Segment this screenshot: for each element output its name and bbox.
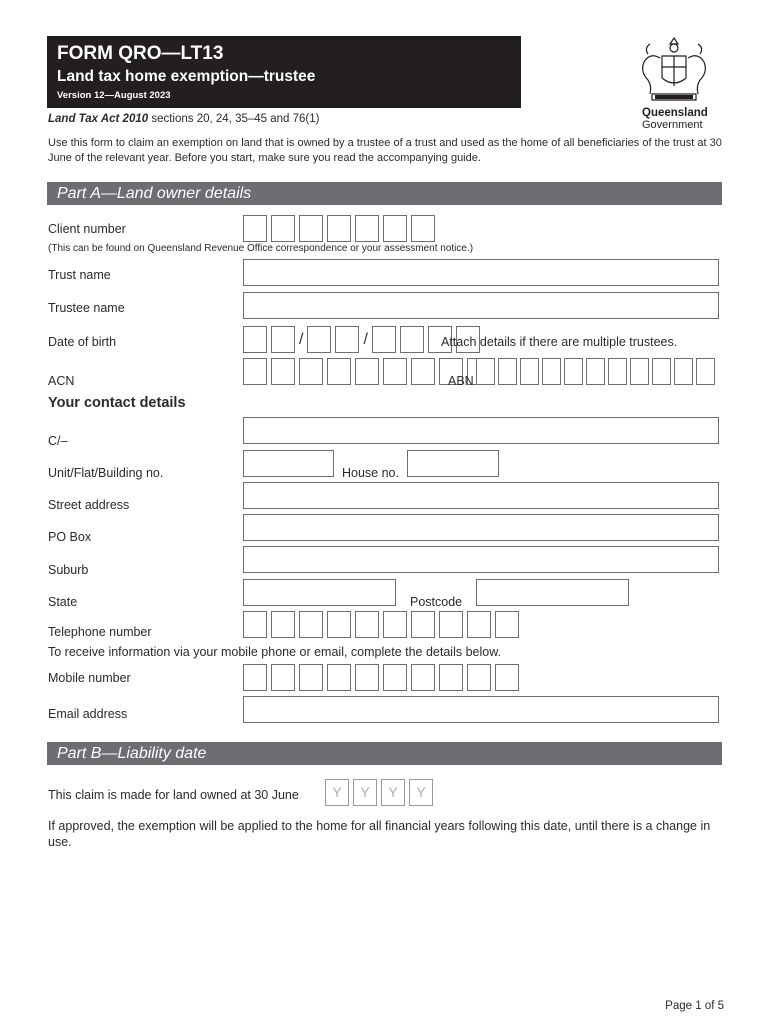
day-cell[interactable] [271,326,295,353]
digit-cell[interactable] [586,358,605,385]
state-label: State [48,595,78,609]
queensland-coat-of-arms-icon [634,34,714,104]
digit-cell[interactable] [299,664,323,691]
digit-cell[interactable] [411,215,435,242]
form-code: FORM QRO—LT13 [57,43,224,64]
suburb-field[interactable] [243,546,719,573]
digit-cell[interactable] [327,664,351,691]
contact-note: To receive information via your mobile phone or email, complete the details below. [48,645,502,659]
month-cell[interactable] [307,326,331,353]
digit-cell[interactable] [243,611,267,638]
mobile-number-input[interactable] [243,664,519,691]
abn-label: ABN [448,374,474,388]
approval-note: If approved, the exemption will be applied to the home for all financial years following this date, until there is a change in use. [48,819,711,849]
digit-cell[interactable] [271,215,295,242]
logo-line-1: Queensland [642,107,708,119]
postcode-label: Postcode [410,595,463,609]
digit-cell[interactable] [608,358,627,385]
suburb-label: Suburb [48,563,89,577]
intro-text: Use this form to claim an exemption on land that is owned by a trustee of a trust and used as the home of all beneficiaries of the trust at 30 June of the relevant year. Before you start, make sure you read the accompanying guide. [48,137,722,164]
digit-cell[interactable] [467,611,491,638]
digit-cell[interactable] [327,358,351,385]
year-cell[interactable]: Y [381,779,405,806]
acn-label: ACN [48,374,75,388]
street-address-label: Street address [48,498,130,512]
digit-cell[interactable] [520,358,539,385]
digit-cell[interactable] [383,358,407,385]
contact-details-heading: Your contact details [48,395,186,411]
digit-cell[interactable] [299,358,323,385]
digit-cell[interactable] [467,664,491,691]
year-cell[interactable]: Y [353,779,377,806]
unit-field[interactable] [243,450,334,477]
form-version: Version 12—August 2023 [57,90,171,101]
digit-cell[interactable] [630,358,649,385]
telephone-label: Telephone number [48,625,152,639]
claim-date-label: This claim is made for land owned at 30 June [48,788,299,802]
email-address-field[interactable] [243,696,719,723]
abn-input[interactable] [476,358,715,385]
state-field[interactable] [243,579,396,606]
digit-cell[interactable] [299,215,323,242]
digit-cell[interactable] [495,664,519,691]
digit-cell[interactable] [355,358,379,385]
digit-cell[interactable] [495,611,519,638]
date-of-birth-label: Date of birth [48,335,117,349]
trust-name-label: Trust name [48,268,111,282]
date-separator: / [363,330,368,348]
digit-cell[interactable] [383,215,407,242]
digit-cell[interactable] [411,611,435,638]
trustee-name-field[interactable] [243,292,719,319]
digit-cell[interactable] [383,664,407,691]
care-of-label: C/– [48,434,68,448]
po-box-field[interactable] [243,514,719,541]
client-number-input[interactable] [243,215,435,242]
form-title-box [47,36,521,108]
digit-cell[interactable] [271,358,295,385]
house-number-field[interactable] [407,450,499,477]
unit-label: Unit/Flat/Building no. [48,466,164,480]
digit-cell[interactable] [439,611,463,638]
year-cell[interactable]: Y [325,779,349,806]
claim-year-input[interactable] [325,779,433,806]
digit-cell[interactable] [327,611,351,638]
logo-line-2: Government [642,119,703,131]
part-a-heading: Part A—Land owner details [47,182,722,205]
digit-cell[interactable] [542,358,561,385]
digit-cell[interactable] [411,358,435,385]
digit-cell[interactable] [696,358,715,385]
po-box-label: PO Box [48,530,92,544]
care-of-field[interactable] [243,417,719,444]
digit-cell[interactable] [564,358,583,385]
digit-cell[interactable] [498,358,517,385]
email-address-label: Email address [48,707,128,721]
act-sections: sections 20, 24, 35–45 and 76(1) [148,113,320,125]
month-cell[interactable] [335,326,359,353]
year-cell[interactable]: Y [409,779,433,806]
day-cell[interactable] [243,326,267,353]
part-b-heading: Part B—Liability date [47,742,722,765]
form-title: Land tax home exemption—trustee [57,68,316,85]
digit-cell[interactable] [327,215,351,242]
postcode-field[interactable] [476,579,629,606]
year-cell[interactable] [372,326,396,353]
digit-cell[interactable] [271,664,295,691]
trust-name-field[interactable] [243,259,719,286]
year-cell[interactable] [400,326,424,353]
act-name: Land Tax Act 2010 [48,113,149,125]
digit-cell[interactable] [355,215,379,242]
digit-cell[interactable] [243,215,267,242]
digit-cell[interactable] [243,358,267,385]
act-reference [48,113,319,125]
client-number-label: Client number [48,222,126,236]
digit-cell[interactable] [411,664,435,691]
digit-cell[interactable] [243,664,267,691]
digit-cell[interactable] [355,611,379,638]
date-separator: / [299,330,304,348]
digit-cell[interactable] [355,664,379,691]
digit-cell[interactable] [439,664,463,691]
mobile-number-label: Mobile number [48,671,131,685]
trustee-name-label: Trustee name [48,301,125,315]
street-address-field[interactable] [243,482,719,509]
house-number-label: House no. [342,466,399,480]
digit-cell[interactable] [652,358,671,385]
digit-cell[interactable] [383,611,407,638]
page-number: Page 1 of 5 [665,1000,724,1012]
queensland-government-logo [642,107,722,131]
telephone-input[interactable] [243,611,519,638]
digit-cell[interactable] [299,611,323,638]
digit-cell[interactable] [674,358,693,385]
digit-cell[interactable] [476,358,495,385]
multiple-trustees-note: Attach details if there are multiple trustees. [441,335,678,349]
digit-cell[interactable] [271,611,295,638]
client-number-note: (This can be found on Queensland Revenue Office correspondence or your assessment notice.) [48,243,474,254]
